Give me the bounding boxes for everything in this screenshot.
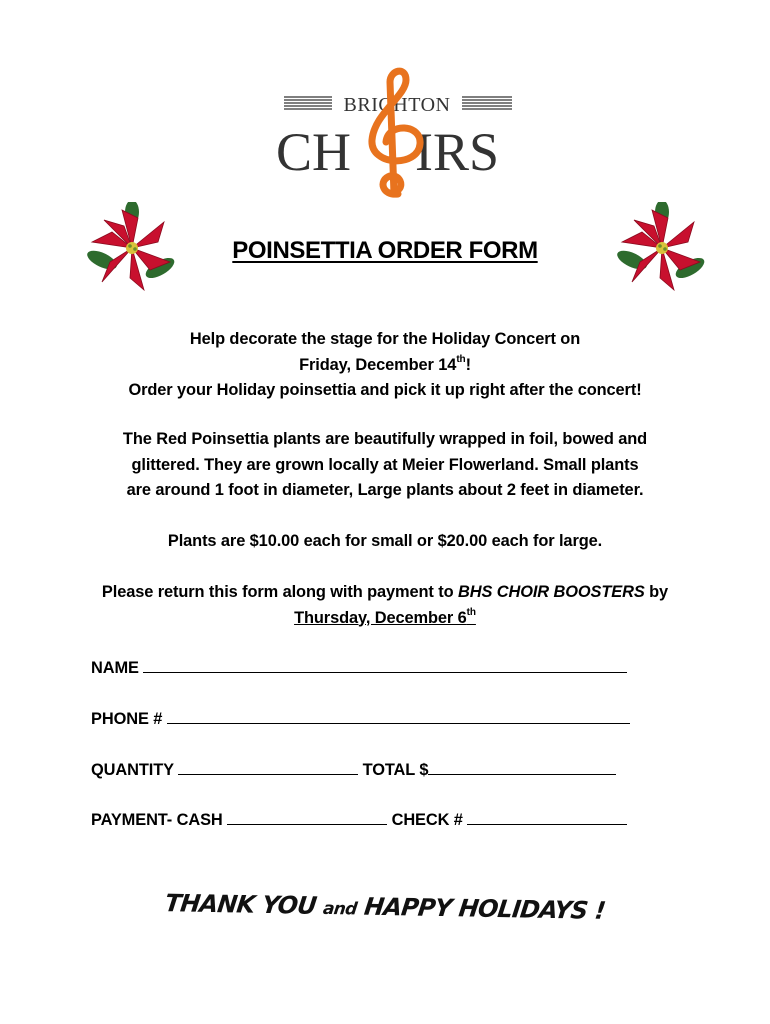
return-note-line-1: Please return this form along with payment to BHS CHOIR BOOSTERS by xyxy=(101,583,669,601)
check-blank[interactable] xyxy=(467,808,627,825)
cash-blank[interactable] xyxy=(227,808,387,825)
description-paragraph xyxy=(60,427,710,504)
payment-cash-label: PAYMENT- CASH xyxy=(91,811,228,829)
name-blank[interactable] xyxy=(143,656,627,673)
form-title: POINSETTIA ORDER FORM xyxy=(232,237,538,264)
payment-field[interactable] xyxy=(91,808,627,830)
return-deadline: Thursday, December 6th xyxy=(294,607,476,627)
treble-clef-icon xyxy=(372,71,420,194)
quantity-total-field[interactable] xyxy=(91,758,616,780)
phone-field[interactable] xyxy=(91,707,630,729)
logo-brighton-text: BRIGHTON xyxy=(343,94,451,116)
phone-label: PHONE # xyxy=(91,710,167,728)
intro-line-1: Help decorate the stage for the Holiday Concert on xyxy=(189,330,581,348)
total-label: TOTAL $ xyxy=(358,761,429,779)
brighton-choirs-logo xyxy=(270,62,520,204)
intro-paragraph xyxy=(60,327,710,404)
logo-graphic xyxy=(270,62,520,204)
logo-choirs-left: CH xyxy=(276,122,352,182)
check-label: CHECK # xyxy=(387,811,468,829)
intro-line-3: Order your Holiday poinsettia and pick it up right after the concert! xyxy=(128,381,642,399)
name-field[interactable] xyxy=(91,656,627,678)
return-note xyxy=(60,580,710,631)
total-blank[interactable] xyxy=(428,758,616,775)
phone-blank[interactable] xyxy=(167,707,630,724)
closing-message: THANK YOU and HAPPY HOLIDAYS ! xyxy=(163,889,607,925)
quantity-label: QUANTITY xyxy=(91,761,179,779)
logo-choirs-right: IRS xyxy=(415,122,500,182)
quantity-blank[interactable] xyxy=(178,758,358,775)
name-label: NAME xyxy=(91,659,144,677)
description-line-1: The Red Poinsettia plants are beautifully wrapped in foil, bowed and xyxy=(122,430,648,448)
intro-line-2: Friday, December 14th! xyxy=(299,354,471,374)
org-name: BHS CHOIR BOOSTERS xyxy=(457,583,645,601)
pricing-text: Plants are $10.00 each for small or $20.00 each for large. xyxy=(167,532,603,550)
description-line-2: glittered. They are grown locally at Meier Flowerland. Small plants xyxy=(131,455,639,474)
description-line-3: are around 1 foot in diameter, Large plants about 2 feet in diameter. xyxy=(126,481,644,499)
